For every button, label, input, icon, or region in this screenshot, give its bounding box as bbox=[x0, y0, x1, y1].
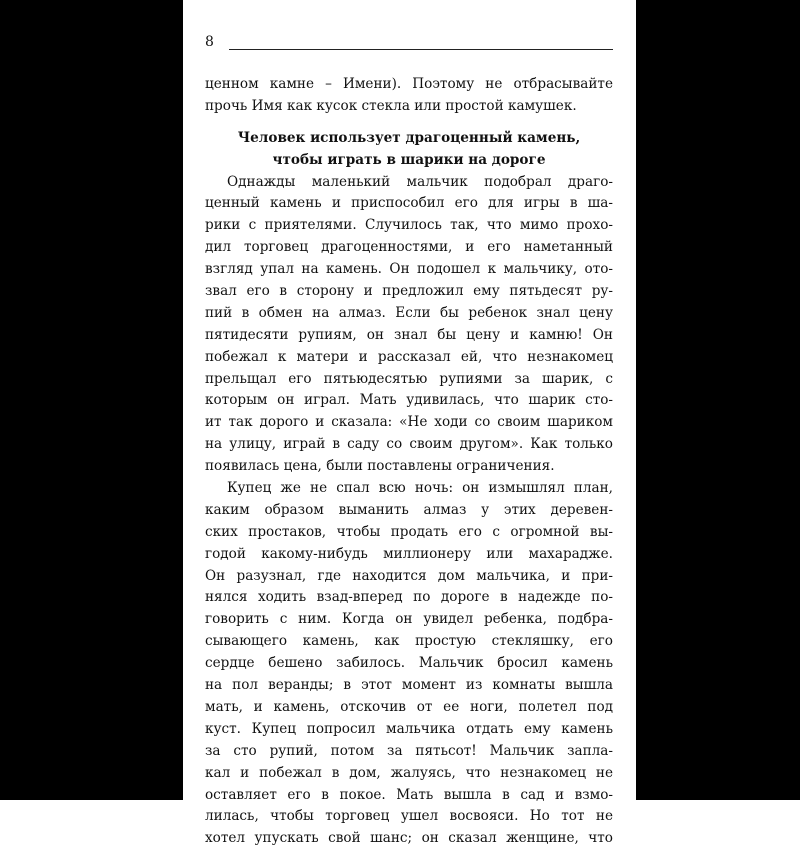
paragraph-line: взгляд упал на камень. Он подошел к мальчику, ото- bbox=[205, 261, 613, 278]
paragraph-line: кал и побежал в дом, жалуясь, что незнакомец не bbox=[205, 764, 613, 781]
paragraph-line: лилась, чтобы торговец ушел восвояси. Но тот не bbox=[205, 808, 613, 825]
paragraph-line: ценный камень и приспособил его для игры в ша- bbox=[205, 195, 613, 212]
paragraph-line: рики с приятелями. Случилось так, что мимо прохо- bbox=[205, 217, 613, 234]
paragraph-line: оставляет его в покое. Мать вышла в сад и взмо- bbox=[205, 786, 613, 803]
paragraph-line: на улицу, играй в саду со своим другом». Как только bbox=[205, 436, 613, 453]
paragraph-line: которым он играл. Мать удивилась, что шарик сто- bbox=[205, 392, 613, 409]
section-heading-line: чтобы играть в шарики на дороге bbox=[272, 151, 546, 168]
intro-line: ценном камне – Имени). Поэтому не отбрасывайте bbox=[205, 76, 613, 92]
paragraph-line: куст. Купец попросил мальчика отдать ему камень bbox=[205, 720, 613, 737]
paragraph-line: нялся ходить взад-вперед по дороге в надежде по- bbox=[205, 589, 613, 606]
paragraph-line: на пол веранды; в этот момент из комнаты вышла bbox=[205, 677, 613, 694]
paragraph-line: Купец же не спал всю ночь: он измышлял план, bbox=[227, 480, 613, 497]
paragraph-line: за сто рупий, потом за пятьсот! Мальчик запла- bbox=[205, 742, 613, 759]
paragraph-line: хотел упускать свой шанс; он сказал женщине, что bbox=[205, 830, 613, 847]
paragraph-line: ских простаков, чтобы продать его с огромной вы- bbox=[205, 523, 613, 540]
page-number: 8 bbox=[205, 34, 214, 50]
paragraph-2 bbox=[205, 478, 613, 850]
paragraph-line: пятидесяти рупиям, он знал бы цену и камню! Он bbox=[205, 326, 613, 343]
paragraph-line: появилась цена, были поставлены ограничения. bbox=[205, 458, 555, 475]
right-black-margin bbox=[636, 0, 800, 800]
page-text bbox=[205, 74, 613, 850]
paragraph-line: пий в обмен на алмаз. Если бы ребенок знал цену bbox=[205, 304, 613, 321]
paragraph-line: мать, и камень, отскочив от ее ноги, полетел под bbox=[205, 698, 613, 715]
paragraph-line: Он разузнал, где находится дом мальчика, и при- bbox=[205, 567, 613, 584]
paragraph-line: сывающего камень, как простую стекляшку, его bbox=[205, 633, 613, 650]
paragraph-line: говорить с ним. Когда он увидел ребенка, подбра- bbox=[205, 611, 613, 628]
section-heading-line: Человек использует драгоценный камень, bbox=[237, 129, 581, 146]
paragraph-line: прельщал его пятьюдесятью рупиями за шарик, с bbox=[205, 370, 613, 387]
intro-line: прочь Имя как кусок стекла или простой камушек. bbox=[205, 97, 577, 114]
paragraph-line: годой какому-нибудь миллионеру или махарадже. bbox=[205, 545, 613, 562]
paragraph-line: ит так дорого и сказала: «Не ходи со своим шариком bbox=[205, 414, 613, 431]
paragraph-line: Однажды маленький мальчик подобрал драго- bbox=[227, 173, 613, 190]
paragraph-line: сердце бешено забилось. Мальчик бросил камень bbox=[205, 655, 613, 672]
paragraph-line: звал его в сторону и предложил ему пятьдесят ру- bbox=[205, 283, 613, 300]
paragraph-line: каким образом выманить алмаз у этих деревен- bbox=[205, 501, 613, 518]
paragraph-1 bbox=[205, 172, 613, 478]
book-page bbox=[183, 0, 636, 847]
paragraph-line: дил торговец драгоценностями, и его наметанный bbox=[205, 239, 613, 256]
left-black-margin bbox=[0, 0, 183, 800]
header-rule bbox=[229, 49, 613, 50]
paragraph-line: побежал к матери и рассказал ей, что незнакомец bbox=[205, 348, 613, 365]
